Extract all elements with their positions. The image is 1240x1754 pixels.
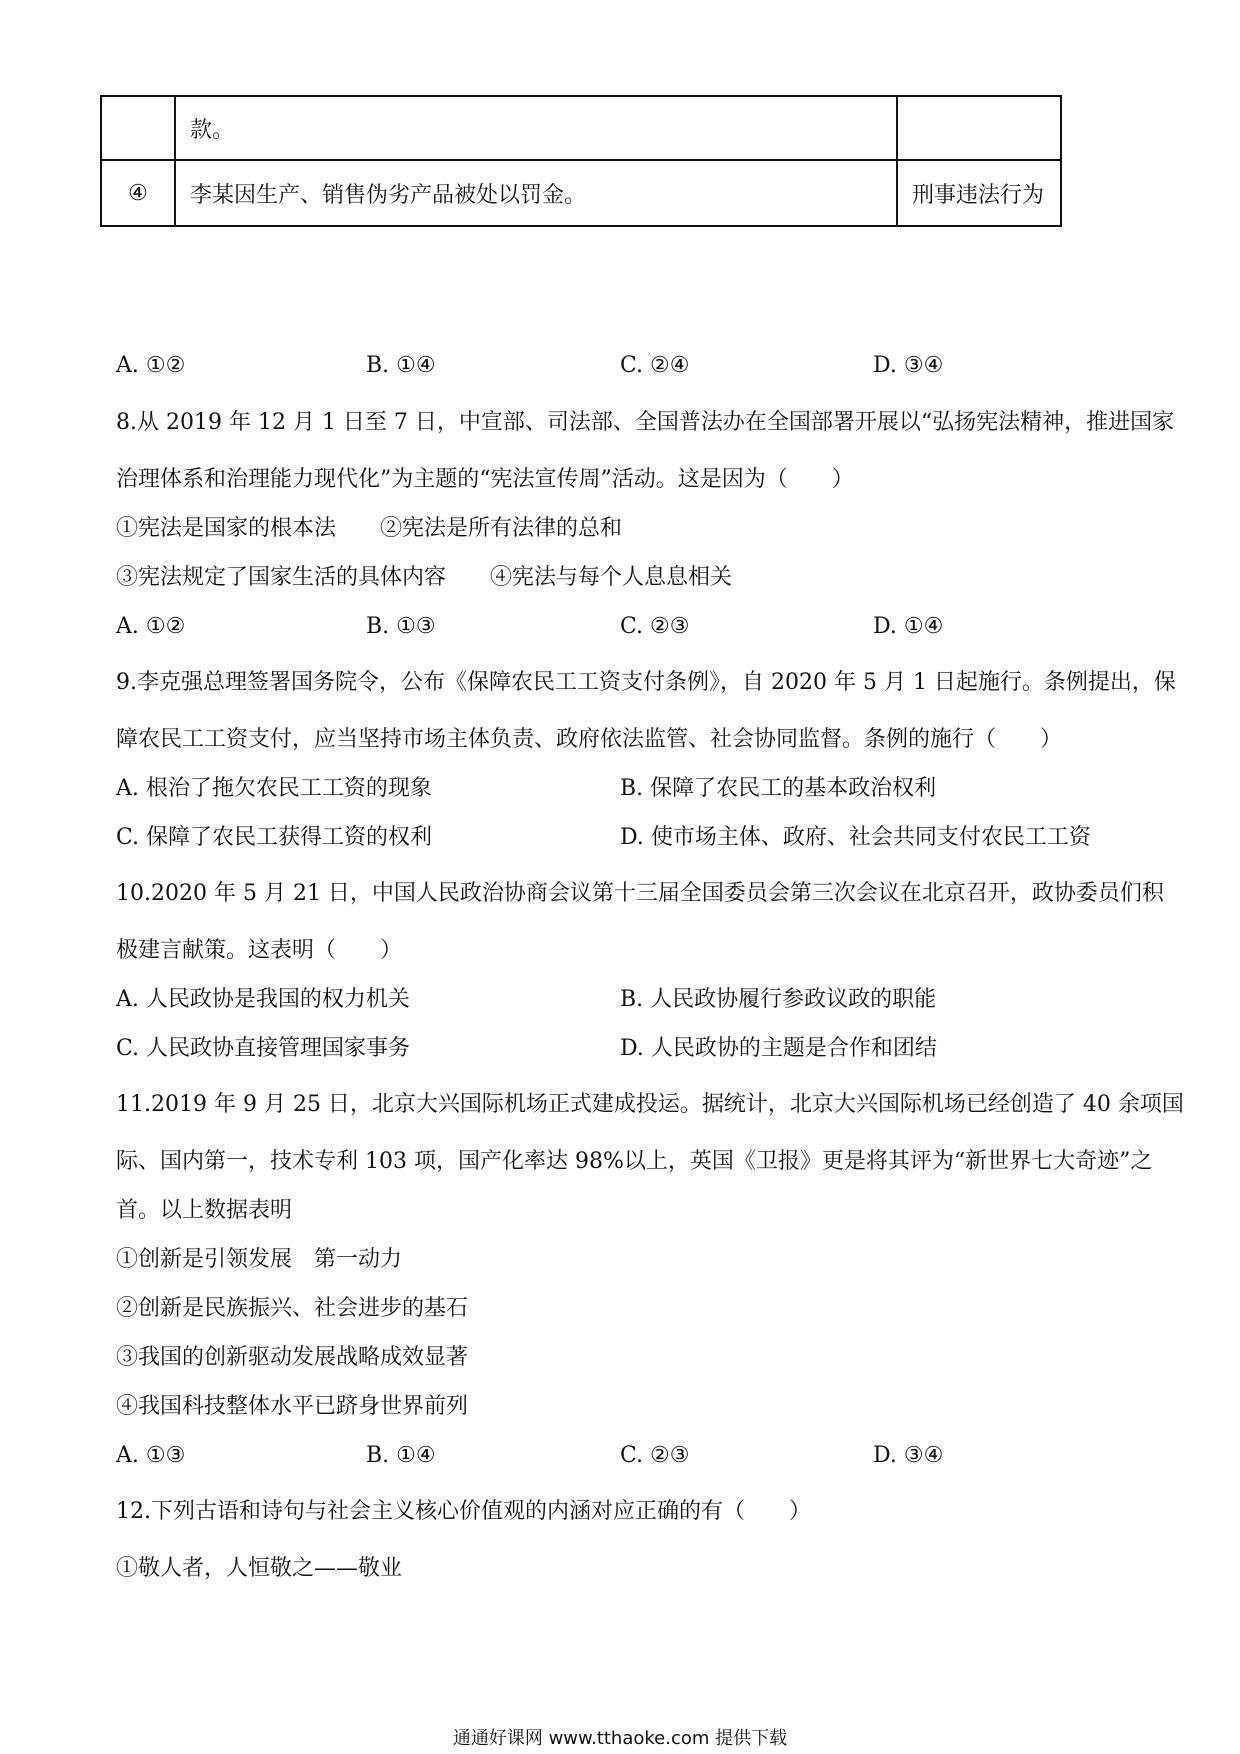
q11-item-4: ④我国科技整体水平已跻身世界前列 bbox=[116, 1394, 469, 1419]
q8-items-line2: ③宪法规定了国家生活的具体内容 ④宪法与每个人息息相关 bbox=[116, 565, 733, 590]
q7-option-d: D. ③④ bbox=[873, 353, 944, 378]
q8-option-a: A. ①② bbox=[116, 614, 186, 639]
q8-items-line1: ①宪法是国家的根本法 ②宪法是所有法律的总和 bbox=[116, 516, 623, 541]
q7-option-b: B. ①④ bbox=[366, 353, 436, 378]
q10-stem-line1: 10.2020 年 5 月 21 日，中国人民政治协商会议第十三届全国委员会第三次会议在北京召开，政协委员们积 bbox=[116, 881, 1164, 906]
q10-option-b: B. 人民政协履行参政议政的职能 bbox=[620, 987, 937, 1012]
q11-option-d: D. ③④ bbox=[873, 1443, 944, 1468]
q11-stem-line3: 首。以上数据表明 bbox=[116, 1198, 293, 1223]
q8-option-d: D. ①④ bbox=[873, 614, 944, 639]
q12-item-1: ①敬人者，人恒敬之——敬业 bbox=[116, 1556, 403, 1581]
q11-option-b: B. ①④ bbox=[366, 1443, 436, 1468]
q10-option-a: A. 人民政协是我国的权力机关 bbox=[116, 987, 410, 1012]
q8-option-b: B. ①③ bbox=[366, 614, 436, 639]
q8-stem-line1: 8.从 2019 年 12 月 1 日至 7 日，中宣部、司法部、全国普法办在全国部署开展以“弘扬宪法精神，推进国家 bbox=[116, 410, 1175, 435]
q11-option-a: A. ①③ bbox=[116, 1443, 186, 1468]
q9-option-a: A. 根治了拖欠农民工工资的现象 bbox=[116, 776, 432, 801]
table-cell-type bbox=[897, 96, 1061, 160]
q10-stem-line2: 极建言献策。这表明（ ） bbox=[116, 938, 403, 963]
q11-item-3: ③我国的创新驱动发展战略成效显著 bbox=[116, 1345, 469, 1370]
case-table bbox=[100, 95, 1062, 227]
q11-stem-line1: 11.2019 年 9 月 25 日，北京大兴国际机场正式建成投运。据统计，北京大兴国际机场已经创造了 40 余项国 bbox=[116, 1092, 1184, 1117]
table-cell-number bbox=[101, 96, 175, 160]
table-cell-content: 款。 bbox=[175, 96, 897, 160]
q9-option-b: B. 保障了农民工的基本政治权利 bbox=[620, 776, 937, 801]
table-cell-content: 李某因生产、销售伪劣产品被处以罚金。 bbox=[175, 160, 897, 226]
q12-stem: 12.下列古语和诗句与社会主义核心价值观的内涵对应正确的有（ ） bbox=[116, 1499, 811, 1524]
page-footer: 通通好课网 www.tthaoke.com 提供下载 bbox=[452, 1728, 788, 1749]
q10-option-d: D. 人民政协的主题是合作和团结 bbox=[620, 1036, 937, 1061]
table-cell-number: ④ bbox=[101, 160, 175, 226]
table-cell-type: 刑事违法行为 bbox=[897, 160, 1061, 226]
table-row bbox=[101, 160, 1061, 226]
q11-item-1: ①创新是引领发展 第一动力 bbox=[116, 1247, 403, 1272]
q7-option-a: A. ①② bbox=[116, 353, 186, 378]
q7-option-c: C. ②④ bbox=[620, 353, 690, 378]
q8-option-c: C. ②③ bbox=[620, 614, 690, 639]
q11-stem-line2: 际、国内第一，技术专利 103 项，国产化率达 98%以上，英国《卫报》更是将其评为“新世界七大奇迹”之 bbox=[116, 1149, 1153, 1174]
q9-stem-line2: 障农民工工资支付，应当坚持市场主体负责、政府依法监管、社会协同监督。条例的施行（ ） bbox=[116, 727, 1063, 752]
q11-option-c: C. ②③ bbox=[620, 1443, 690, 1468]
q9-option-d: D. 使市场主体、政府、社会共同支付农民工工资 bbox=[620, 825, 1091, 850]
q9-stem-line1: 9.李克强总理签署国务院令，公布《保障农民工工资支付条例》，自 2020 年 5 月 1 日起施行。条例提出，保 bbox=[116, 670, 1176, 695]
q10-option-c: C. 人民政协直接管理国家事务 bbox=[116, 1036, 411, 1061]
q8-stem-line2: 治理体系和治理能力现代化”为主题的“宪法宣传周”活动。这是因为（ ） bbox=[116, 467, 854, 492]
q11-item-2: ②创新是民族振兴、社会进步的基石 bbox=[116, 1296, 469, 1321]
table-row bbox=[101, 96, 1061, 160]
q9-option-c: C. 保障了农民工获得工资的权利 bbox=[116, 825, 433, 850]
